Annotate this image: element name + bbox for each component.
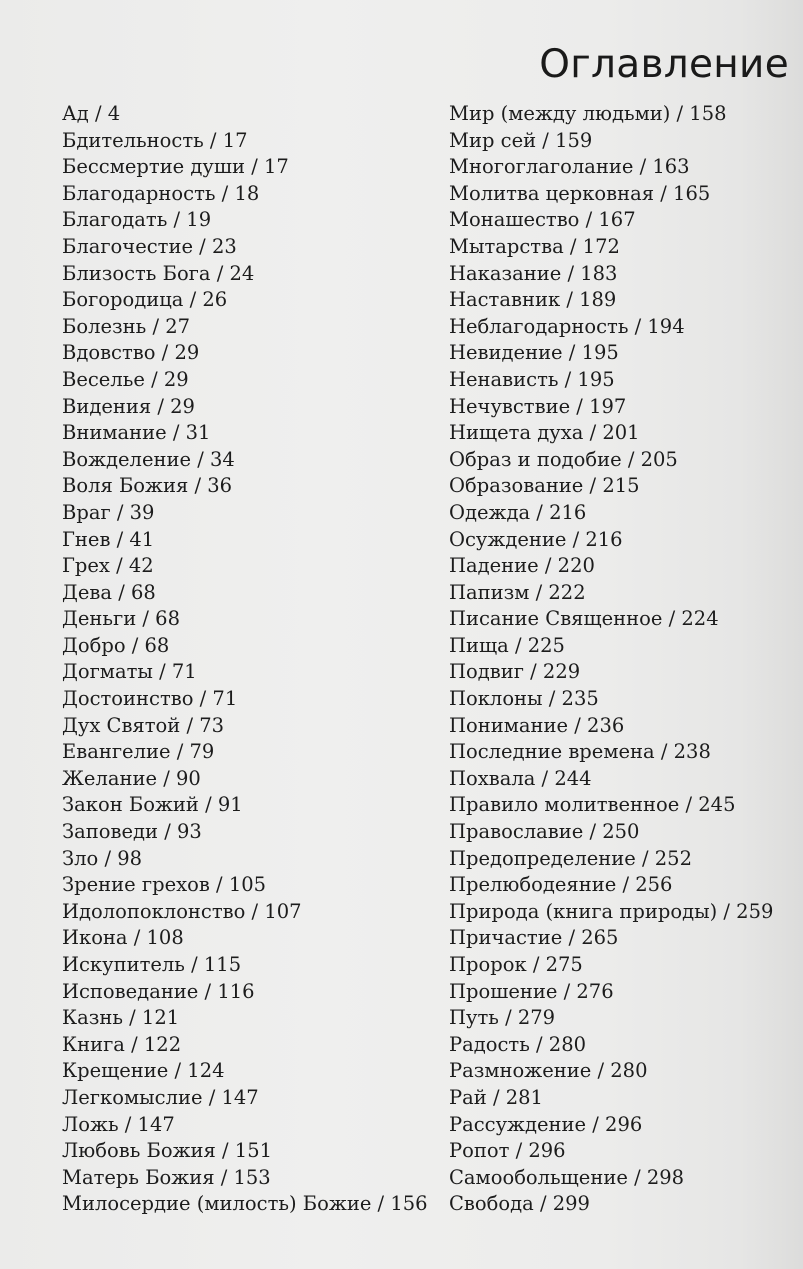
toc-entry: Достоинство / 71 [62, 687, 238, 711]
toc-right-column [449, 101, 799, 1218]
toc-entry: Правило молитвенное / 245 [449, 793, 736, 817]
toc-entry: Деньги / 68 [62, 607, 180, 631]
toc-entry: Внимание / 31 [62, 421, 211, 445]
toc-entry: Молитва церковная / 165 [449, 181, 711, 205]
toc-entry: Пророк / 275 [449, 953, 583, 976]
toc-entry: Осуждение / 216 [449, 527, 623, 551]
toc-entry: Путь / 279 [449, 1006, 556, 1030]
toc-entry: Исповедание / 116 [62, 979, 255, 1003]
toc-entry: Евангелие / 79 [62, 740, 215, 764]
toc-entry: Понимание / 236 [449, 713, 625, 737]
toc-entry: Самообольщение / 298 [449, 1165, 685, 1189]
toc-entry: Книга / 122 [62, 1032, 182, 1056]
toc-entry: Нищета духа / 201 [449, 421, 640, 445]
toc-entry: Вдовство / 29 [62, 341, 200, 365]
toc-entry: Наставник / 189 [449, 288, 617, 312]
toc-entry: Близость Бога / 24 [62, 261, 255, 285]
toc-entry: Искупитель / 115 [62, 953, 242, 976]
toc-entry: Дева / 68 [62, 580, 156, 604]
toc-entry: Благодарность / 18 [62, 181, 260, 205]
toc-entry: Пища / 225 [449, 633, 565, 657]
toc-entry: Любовь Божия / 151 [62, 1139, 273, 1163]
toc-entry: Желание / 90 [62, 766, 201, 790]
toc-entry: Наказание / 183 [449, 261, 618, 285]
toc-entry: Ропот / 296 [449, 1139, 566, 1163]
toc-entry: Видения / 29 [62, 394, 195, 418]
toc-entry: Причастие / 265 [449, 926, 619, 950]
toc-entry: Заповеди / 93 [62, 820, 202, 844]
toc-entry: Мир (между людьми) / 158 [449, 102, 727, 125]
toc-entry: Размножение / 280 [449, 1059, 648, 1083]
toc-entry: Богородица / 26 [62, 288, 228, 312]
toc-entry: Подвиг / 229 [449, 660, 581, 684]
toc-entry: Воля Божия / 36 [62, 474, 233, 498]
toc-entry: Идолопоклонство / 107 [62, 899, 302, 923]
toc-entry: Матерь Божия / 153 [62, 1165, 271, 1189]
toc-entry: Бессмертие души / 17 [62, 155, 289, 179]
toc-entry: Икона / 108 [62, 926, 184, 950]
toc-entry: Легкомыслие / 147 [62, 1085, 259, 1109]
toc-entry: Мытарства / 172 [449, 234, 620, 258]
toc-entry: Добро / 68 [62, 633, 170, 657]
toc-entry: Дух Святой / 73 [62, 713, 225, 737]
toc-entry: Болезнь / 27 [62, 314, 191, 338]
toc-entry: Монашество / 167 [449, 208, 636, 232]
toc-entry: Мир сей / 159 [449, 128, 593, 152]
toc-entry: Падение / 220 [449, 554, 595, 578]
toc-entry: Зло / 98 [62, 846, 143, 870]
toc-entry: Природа (книга природы) / 259 [449, 899, 774, 923]
toc-entry: Прелюбодеяние / 256 [449, 873, 673, 897]
toc-entry: Радость / 280 [449, 1032, 587, 1056]
toc-entry: Многоглаголание / 163 [449, 155, 690, 179]
toc-entry: Веселье / 29 [62, 367, 189, 391]
toc-entry: Ложь / 147 [62, 1112, 175, 1136]
toc-entry: Благочестие / 23 [62, 234, 237, 258]
toc-entry: Последние времена / 238 [449, 740, 711, 764]
toc-entry: Ненависть / 195 [449, 367, 615, 391]
toc-entry: Казнь / 121 [62, 1006, 180, 1030]
toc-entry: Грех / 42 [62, 554, 154, 578]
toc-entry: Одежда / 216 [449, 500, 587, 524]
toc-entry: Папизм / 222 [449, 580, 586, 604]
toc-entry: Милосердие (милость) Божие / 156 [62, 1192, 428, 1216]
toc-entry: Невидение / 195 [449, 341, 619, 365]
toc-entry: Вожделение / 34 [62, 447, 235, 471]
toc-entry: Благодать / 19 [62, 208, 212, 232]
toc-entry: Свобода / 299 [449, 1192, 590, 1216]
toc-entry: Поклоны / 235 [449, 687, 599, 711]
toc-entry: Бдительность / 17 [62, 128, 248, 152]
toc-entry: Рай / 281 [449, 1085, 543, 1109]
toc-entry: Крещение / 124 [62, 1059, 225, 1083]
toc-entry: Образ и подобие / 205 [449, 447, 678, 471]
toc-left-column [62, 101, 432, 1218]
toc-entry: Догматы / 71 [62, 660, 197, 684]
toc-entry: Зрение грехов / 105 [62, 873, 267, 897]
toc-entry: Православие / 250 [449, 820, 640, 844]
toc-entry: Нечувствие / 197 [449, 394, 627, 418]
toc-entry: Предопределение / 252 [449, 846, 692, 870]
toc-entry: Закон Божий / 91 [62, 793, 243, 817]
toc-entry: Похвала / 244 [449, 766, 592, 790]
toc-entry: Ад / 4 [62, 102, 121, 125]
toc-entry: Прошение / 276 [449, 979, 614, 1003]
toc-entry: Рассуждение / 296 [449, 1112, 643, 1136]
toc-entry: Писание Священное / 224 [449, 607, 719, 631]
toc-entry: Враг / 39 [62, 500, 155, 524]
toc-entry: Образование / 215 [449, 474, 640, 498]
toc-entry: Гнев / 41 [62, 527, 155, 551]
page-title: Оглавление [539, 42, 789, 87]
toc-entry: Неблагодарность / 194 [449, 314, 685, 338]
